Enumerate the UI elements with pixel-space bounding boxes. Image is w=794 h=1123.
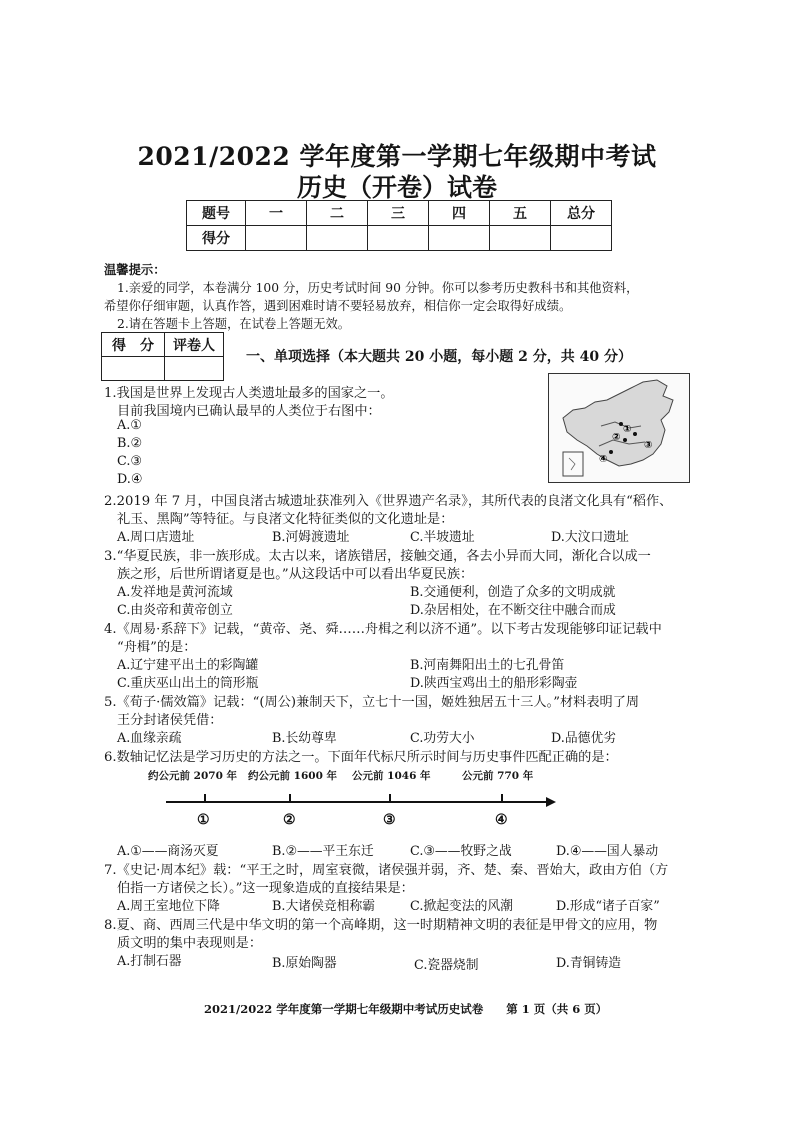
question-2-option-d[interactable]: D.大汶口遗址 xyxy=(551,530,629,545)
china-map-icon xyxy=(549,374,689,482)
question-5-option-c[interactable]: C.功劳大小 xyxy=(410,731,475,746)
question-5-stem: 王分封诸侯凭借： xyxy=(117,713,223,728)
score-cell: 四 xyxy=(429,201,490,226)
score-table-header-row xyxy=(187,201,612,226)
question-7-option-a[interactable]: A.周王室地位下降 xyxy=(117,899,220,914)
question-5-option-a[interactable]: A.血缘亲疏 xyxy=(117,731,182,746)
question-8-option-a[interactable]: A.打制石器 xyxy=(117,954,182,969)
question-3-option-b[interactable]: B.交通便利，创造了众多的文明成就 xyxy=(410,585,616,600)
timeline-label: 公元前 1046 年 xyxy=(352,770,431,782)
score-cell: 五 xyxy=(490,201,551,226)
question-1-option-b[interactable]: B.② xyxy=(117,436,142,451)
question-7-stem: 伯指一方诸侯之长）。”这一现象造成的直接结果是： xyxy=(117,881,414,896)
question-6-option-d[interactable]: D.④——国人暴动 xyxy=(556,844,659,859)
score-cell: 二 xyxy=(307,201,368,226)
question-3-stem: 3.“华夏民族，非一族形成。太古以来，诸族错居，接触交通，各去小异而大同，渐化合以成一 xyxy=(104,549,651,564)
question-7-option-c[interactable]: C.掀起变法的风潮 xyxy=(410,899,513,914)
timeline-label: 约公元前 2070 年 xyxy=(148,770,238,782)
question-1-stem: 目前我国境内已确认最早的人类位于右图中： xyxy=(117,404,381,419)
question-2-option-b[interactable]: B.河姆渡遗址 xyxy=(272,530,350,545)
score-cell: 一 xyxy=(246,201,307,226)
china-map-figure xyxy=(548,373,690,483)
score-table xyxy=(186,200,612,251)
question-2-stem: 礼玉、黑陶”等特征。与良渚文化特征类似的文化遗址是： xyxy=(117,512,454,527)
exam-title: 2021/2022 学年度第一学期七年级期中考试 xyxy=(137,142,657,171)
map-mark: ③ xyxy=(644,440,653,451)
question-2-option-c[interactable]: C.半坡遗址 xyxy=(410,530,475,545)
question-1-stem: 1.我国是世界上发现古人类遗址最多的国家之一。 xyxy=(104,386,394,401)
question-6-option-b[interactable]: B.②——平王东迁 xyxy=(272,844,374,859)
question-1-option-c[interactable]: C.③ xyxy=(117,454,142,469)
timeline-label: 约公元前 1600 年 xyxy=(248,770,338,782)
question-4-option-c[interactable]: C.重庆巫山出土的筒形瓶 xyxy=(117,676,259,691)
question-4-option-b[interactable]: B.河南舞阳出土的七孔骨笛 xyxy=(410,658,565,673)
timeline-mark: ③ xyxy=(383,812,396,828)
question-5-option-b[interactable]: B.长幼尊卑 xyxy=(272,731,337,746)
question-3-option-a[interactable]: A.发祥地是黄河流域 xyxy=(117,585,233,600)
question-5-stem: 5.《荀子·儒效篇》记载：“(周公)兼制天下，立七十一国，姬姓独居五十三人。”材料表明了周 xyxy=(104,695,640,710)
timeline-mark: ② xyxy=(283,812,296,828)
question-1-option-a[interactable]: A.① xyxy=(117,418,142,433)
timeline-mark: ① xyxy=(197,812,210,828)
section-heading: 一、单项选择（本大题共 20 小题，每小题 2 分，共 40 分） xyxy=(246,349,632,365)
question-6-option-c[interactable]: C.③——牧野之战 xyxy=(410,844,512,859)
tips-line: 1.亲爱的同学，本卷满分 100 分，历史考试时间 90 分钟。你可以参考历史教科书和其他资料， xyxy=(117,281,639,295)
score-table-score-row xyxy=(187,226,612,251)
score-input-cell[interactable] xyxy=(551,226,612,251)
question-8-option-d[interactable]: D.青铜铸造 xyxy=(556,956,622,971)
question-3-option-c[interactable]: C.由炎帝和黄帝创立 xyxy=(117,603,233,618)
question-8-stem: 8.夏、商、西周三代是中华文明的第一个高峰期，这一时期精神文明的表征是甲骨文的应用，物 xyxy=(104,918,658,933)
question-4-option-d[interactable]: D.陕西宝鸡出土的船形彩陶壶 xyxy=(410,676,578,691)
question-1-option-d[interactable]: D.④ xyxy=(117,472,143,487)
question-5-option-d[interactable]: D.品德优劣 xyxy=(551,731,617,746)
score-cell: 题号 xyxy=(187,201,246,226)
grader-score-cell[interactable] xyxy=(102,357,165,381)
score-input-cell[interactable] xyxy=(490,226,551,251)
score-input-cell[interactable] xyxy=(307,226,368,251)
score-cell: 三 xyxy=(368,201,429,226)
question-7-option-d[interactable]: D.形成“诸子百家” xyxy=(556,899,660,914)
exam-subtitle: 历史（开卷）试卷 xyxy=(296,173,497,202)
score-input-cell[interactable] xyxy=(246,226,307,251)
question-7-option-b[interactable]: B.大诸侯竞相称霸 xyxy=(272,899,376,914)
question-8-option-c[interactable]: C.瓷器烧制 xyxy=(414,958,479,973)
question-6-option-a[interactable]: A.①——商汤灭夏 xyxy=(117,844,219,859)
tips-line: 希望你仔细审题，认真作答，遇到困难时请不要轻易放弃，相信你一定会取得好成绩。 xyxy=(104,299,572,313)
map-mark: ① xyxy=(623,424,632,435)
score-input-cell[interactable] xyxy=(429,226,490,251)
question-6-stem: 6.数轴记忆法是学习历史的方法之一。下面年代标尺所示时间与历史事件匹配正确的是： xyxy=(104,750,618,765)
map-mark: ② xyxy=(612,432,621,443)
question-3-option-d[interactable]: D.杂居相处，在不断交往中融合而成 xyxy=(410,603,616,618)
score-cell: 得分 xyxy=(187,226,246,251)
grader-name-cell[interactable] xyxy=(165,357,224,381)
tips-heading: 温馨提示： xyxy=(104,262,166,277)
page-footer: 2021/2022 学年度第一学期七年级期中考试历史试卷 第 1 页（共 6 页） xyxy=(204,1002,608,1016)
grader-name-label: 评卷人 xyxy=(165,333,224,357)
question-4-stem: “舟楫”的是： xyxy=(117,640,197,655)
timeline-label: 公元前 770 年 xyxy=(462,770,534,782)
question-2-option-a[interactable]: A.周口店遗址 xyxy=(117,530,195,545)
score-cell: 总分 xyxy=(551,201,612,226)
timeline-mark: ④ xyxy=(495,812,508,828)
grader-table xyxy=(101,332,224,381)
question-8-stem: 质文明的集中表现则是： xyxy=(117,936,263,951)
question-7-stem: 7.《史记·周本纪》载：“平王之时，周室衰微，诸侯强并弱，齐、楚、秦、晋始大，政由方伯（方 xyxy=(104,863,669,878)
question-4-option-a[interactable]: A.辽宁建平出土的彩陶罐 xyxy=(117,658,259,673)
question-8-option-b[interactable]: B.原始陶器 xyxy=(272,956,337,971)
tips-line: 2.请在答题卡上答题，在试卷上答题无效。 xyxy=(117,317,351,331)
question-2-stem: 2.2019 年 7 月，中国良渚古城遗址获准列入《世界遗产名录》，其所代表的良渚文化具有“稻作、 xyxy=(104,494,673,509)
question-3-stem: 族之形，后世所谓诸夏是也。”从这段话中可以看出华夏民族： xyxy=(117,567,474,582)
score-input-cell[interactable] xyxy=(368,226,429,251)
question-4-stem: 4.《周易·系辞下》记载，“黄帝、尧、舜……舟楫之利以济不通”。以下考古发现能够印证记载中 xyxy=(104,622,662,637)
grader-score-label: 得 分 xyxy=(102,333,165,357)
map-mark: ④ xyxy=(599,454,608,465)
